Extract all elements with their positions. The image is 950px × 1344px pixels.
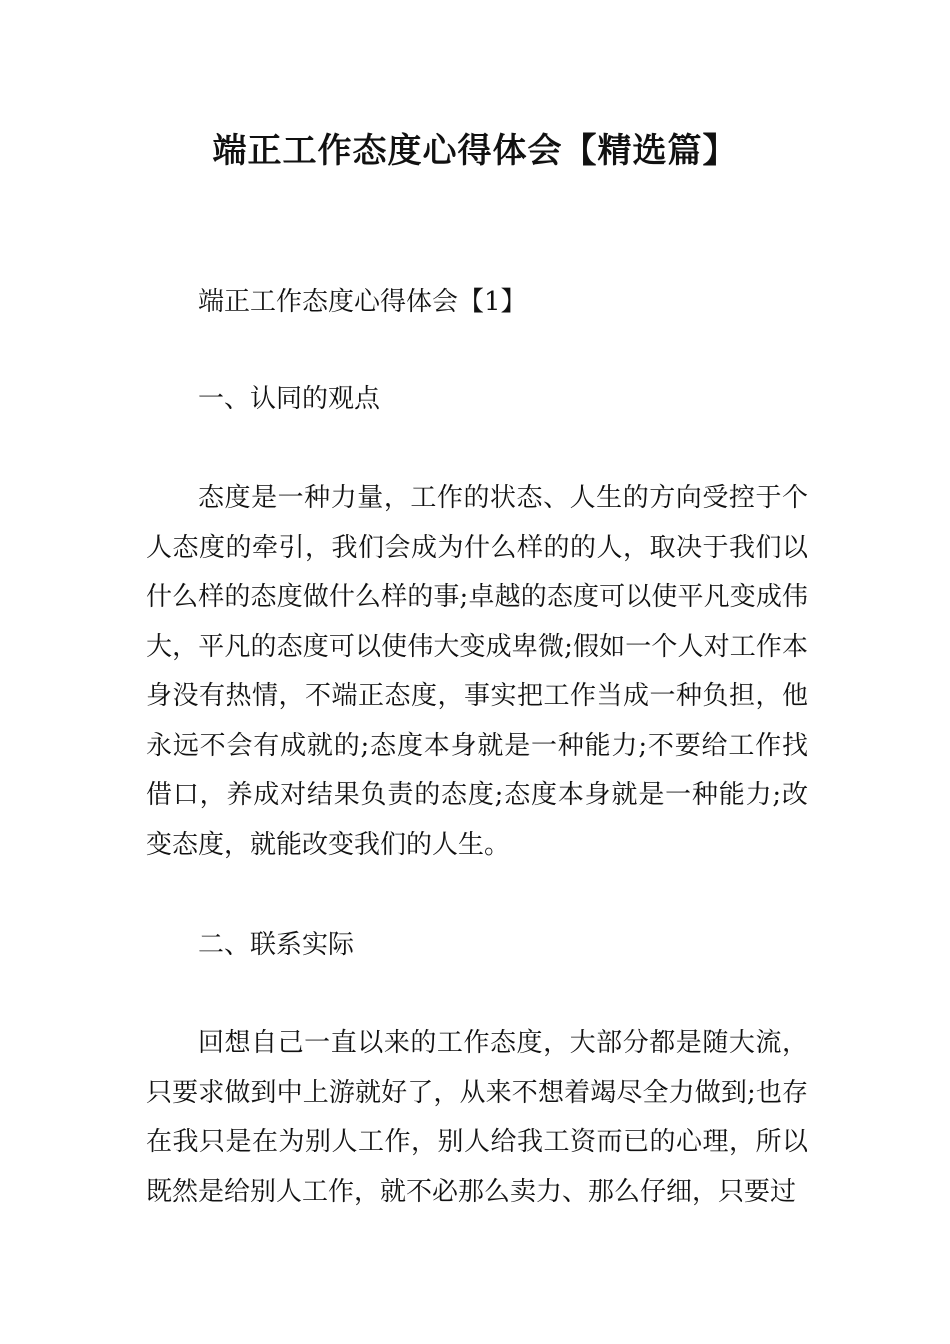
section-heading-1: 一、认同的观点 — [198, 384, 381, 414]
section-paragraph-2: 回想自己一直以来的工作态度，大部分都是随大流，只要求做到中上游就好了，从来不想着竭尽全力做到;也存在我只是在为别人工作，别人给我工资而已的心理，所以既然是给别人工作，就不必那么卖力、那么仔细，只要过 — [146, 1028, 808, 1207]
section-heading-2: 二、联系实际 — [198, 930, 355, 960]
section-paragraph-1: 态度是一种力量，工作的状态、人生的方向受控于个人态度的牵引，我们会成为什么样的的人，取决于我们以什么样的态度做什么样的事;卓越的态度可以使平凡变成伟大，平凡的态度可以使伟大变成卑微;假如一个人对工作本身没有热情，不端正态度，事实把工作当成一种负担，他永远不会有成就的;态度本身就是一种能力;不要给工作找借口，养成对结果负责的态度;态度本身就是一种能力;改变态度，就能改变我们的人生。 — [146, 483, 808, 860]
document-title: 端正工作态度心得体会【精选篇】 — [212, 131, 738, 171]
article-subtitle: 端正工作态度心得体会【1】 — [198, 287, 527, 317]
